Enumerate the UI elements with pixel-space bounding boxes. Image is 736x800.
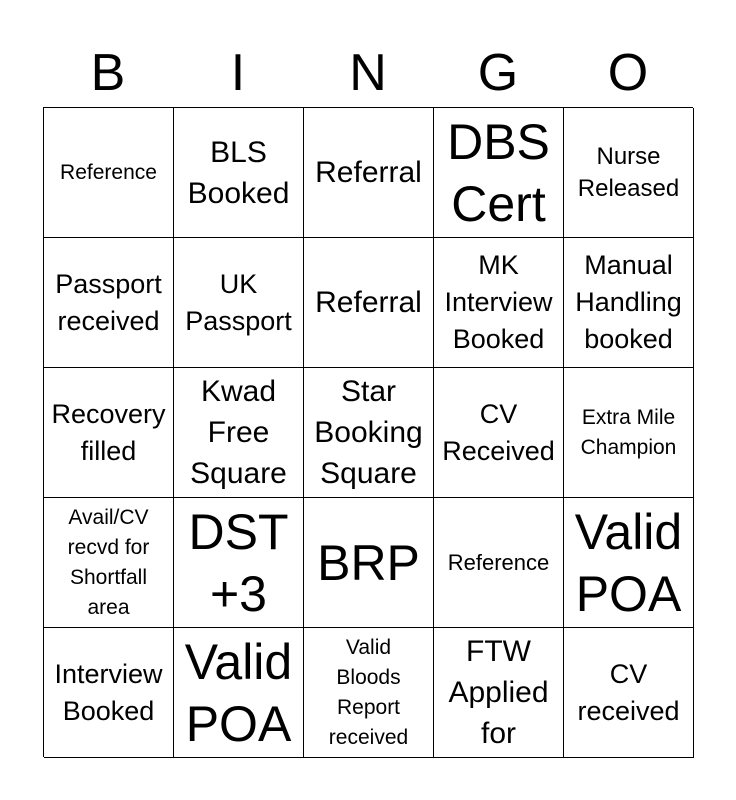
bingo-cell-text: Interview Booked [54,658,163,726]
bingo-cell[interactable] [174,108,304,238]
bingo-header [43,40,693,106]
bingo-cell-text: FTW Applied for [448,635,549,750]
bingo-cell-text: BRP [317,534,420,591]
bingo-cell-text: Reference [60,160,157,184]
bingo-cell[interactable] [44,628,174,758]
bingo-cell-text: Reference [447,549,550,575]
bingo-cell-text: Recovery filled [51,398,166,466]
bingo-cell-text: Referral [315,156,422,189]
bingo-cell[interactable] [564,498,694,628]
bingo-cell[interactable] [304,238,434,368]
bingo-cell-text: UK Passport [185,268,292,336]
bingo-cell-text: CV Received [442,398,555,466]
bingo-cell[interactable] [434,368,564,498]
bingo-cell[interactable] [44,108,174,238]
bingo-cell[interactable] [304,368,434,498]
bingo-cell-text: Valid POA [184,633,293,752]
bingo-cell-text: DBS Cert [447,113,550,232]
bingo-cell[interactable] [434,628,564,758]
bingo-cell[interactable] [44,368,174,498]
bingo-card-grid [43,107,693,757]
bingo-cell[interactable] [174,498,304,628]
bingo-cell-text: Kwad Free Square [190,375,287,490]
bingo-cell[interactable] [564,238,694,368]
bingo-cell[interactable] [434,108,564,238]
bingo-cell-text: Manual Handling booked [575,250,682,354]
bingo-cell-text: Passport received [55,268,162,336]
bingo-cell-text: CV received [577,658,680,726]
bingo-cell[interactable] [174,368,304,498]
header-letter-g: G [477,44,519,102]
header-letter-o: O [607,44,649,102]
bingo-cell[interactable] [304,628,434,758]
bingo-cell[interactable] [44,238,174,368]
bingo-cell-text: Nurse Released [577,142,680,202]
bingo-cell-text: Referral [315,286,422,319]
bingo-cell[interactable] [564,108,694,238]
bingo-cell[interactable] [564,368,694,498]
bingo-cell-text: Valid POA [574,503,683,622]
bingo-cell-text: MK Interview Booked [444,250,553,354]
bingo-cell[interactable] [174,628,304,758]
bingo-cell[interactable] [44,498,174,628]
header-letter-i: I [230,44,246,102]
bingo-cell[interactable] [434,238,564,368]
bingo-cell[interactable] [304,498,434,628]
bingo-cell-text: Extra Mile Champion [580,405,677,459]
header-letter-b: B [90,44,126,102]
bingo-cell-text: Avail/CV recvd for Shortfall area [67,505,150,619]
bingo-cell[interactable] [174,238,304,368]
bingo-cell[interactable] [304,108,434,238]
header-letter-n: N [349,44,387,102]
bingo-cell-text: BLS Booked [187,135,290,210]
bingo-cell-text: Valid Bloods Report received [328,635,409,749]
bingo-cell[interactable] [434,498,564,628]
bingo-cell-text: Star Booking Square [314,375,423,490]
bingo-cell-text: DST +3 [188,503,289,622]
bingo-cell[interactable] [564,628,694,758]
